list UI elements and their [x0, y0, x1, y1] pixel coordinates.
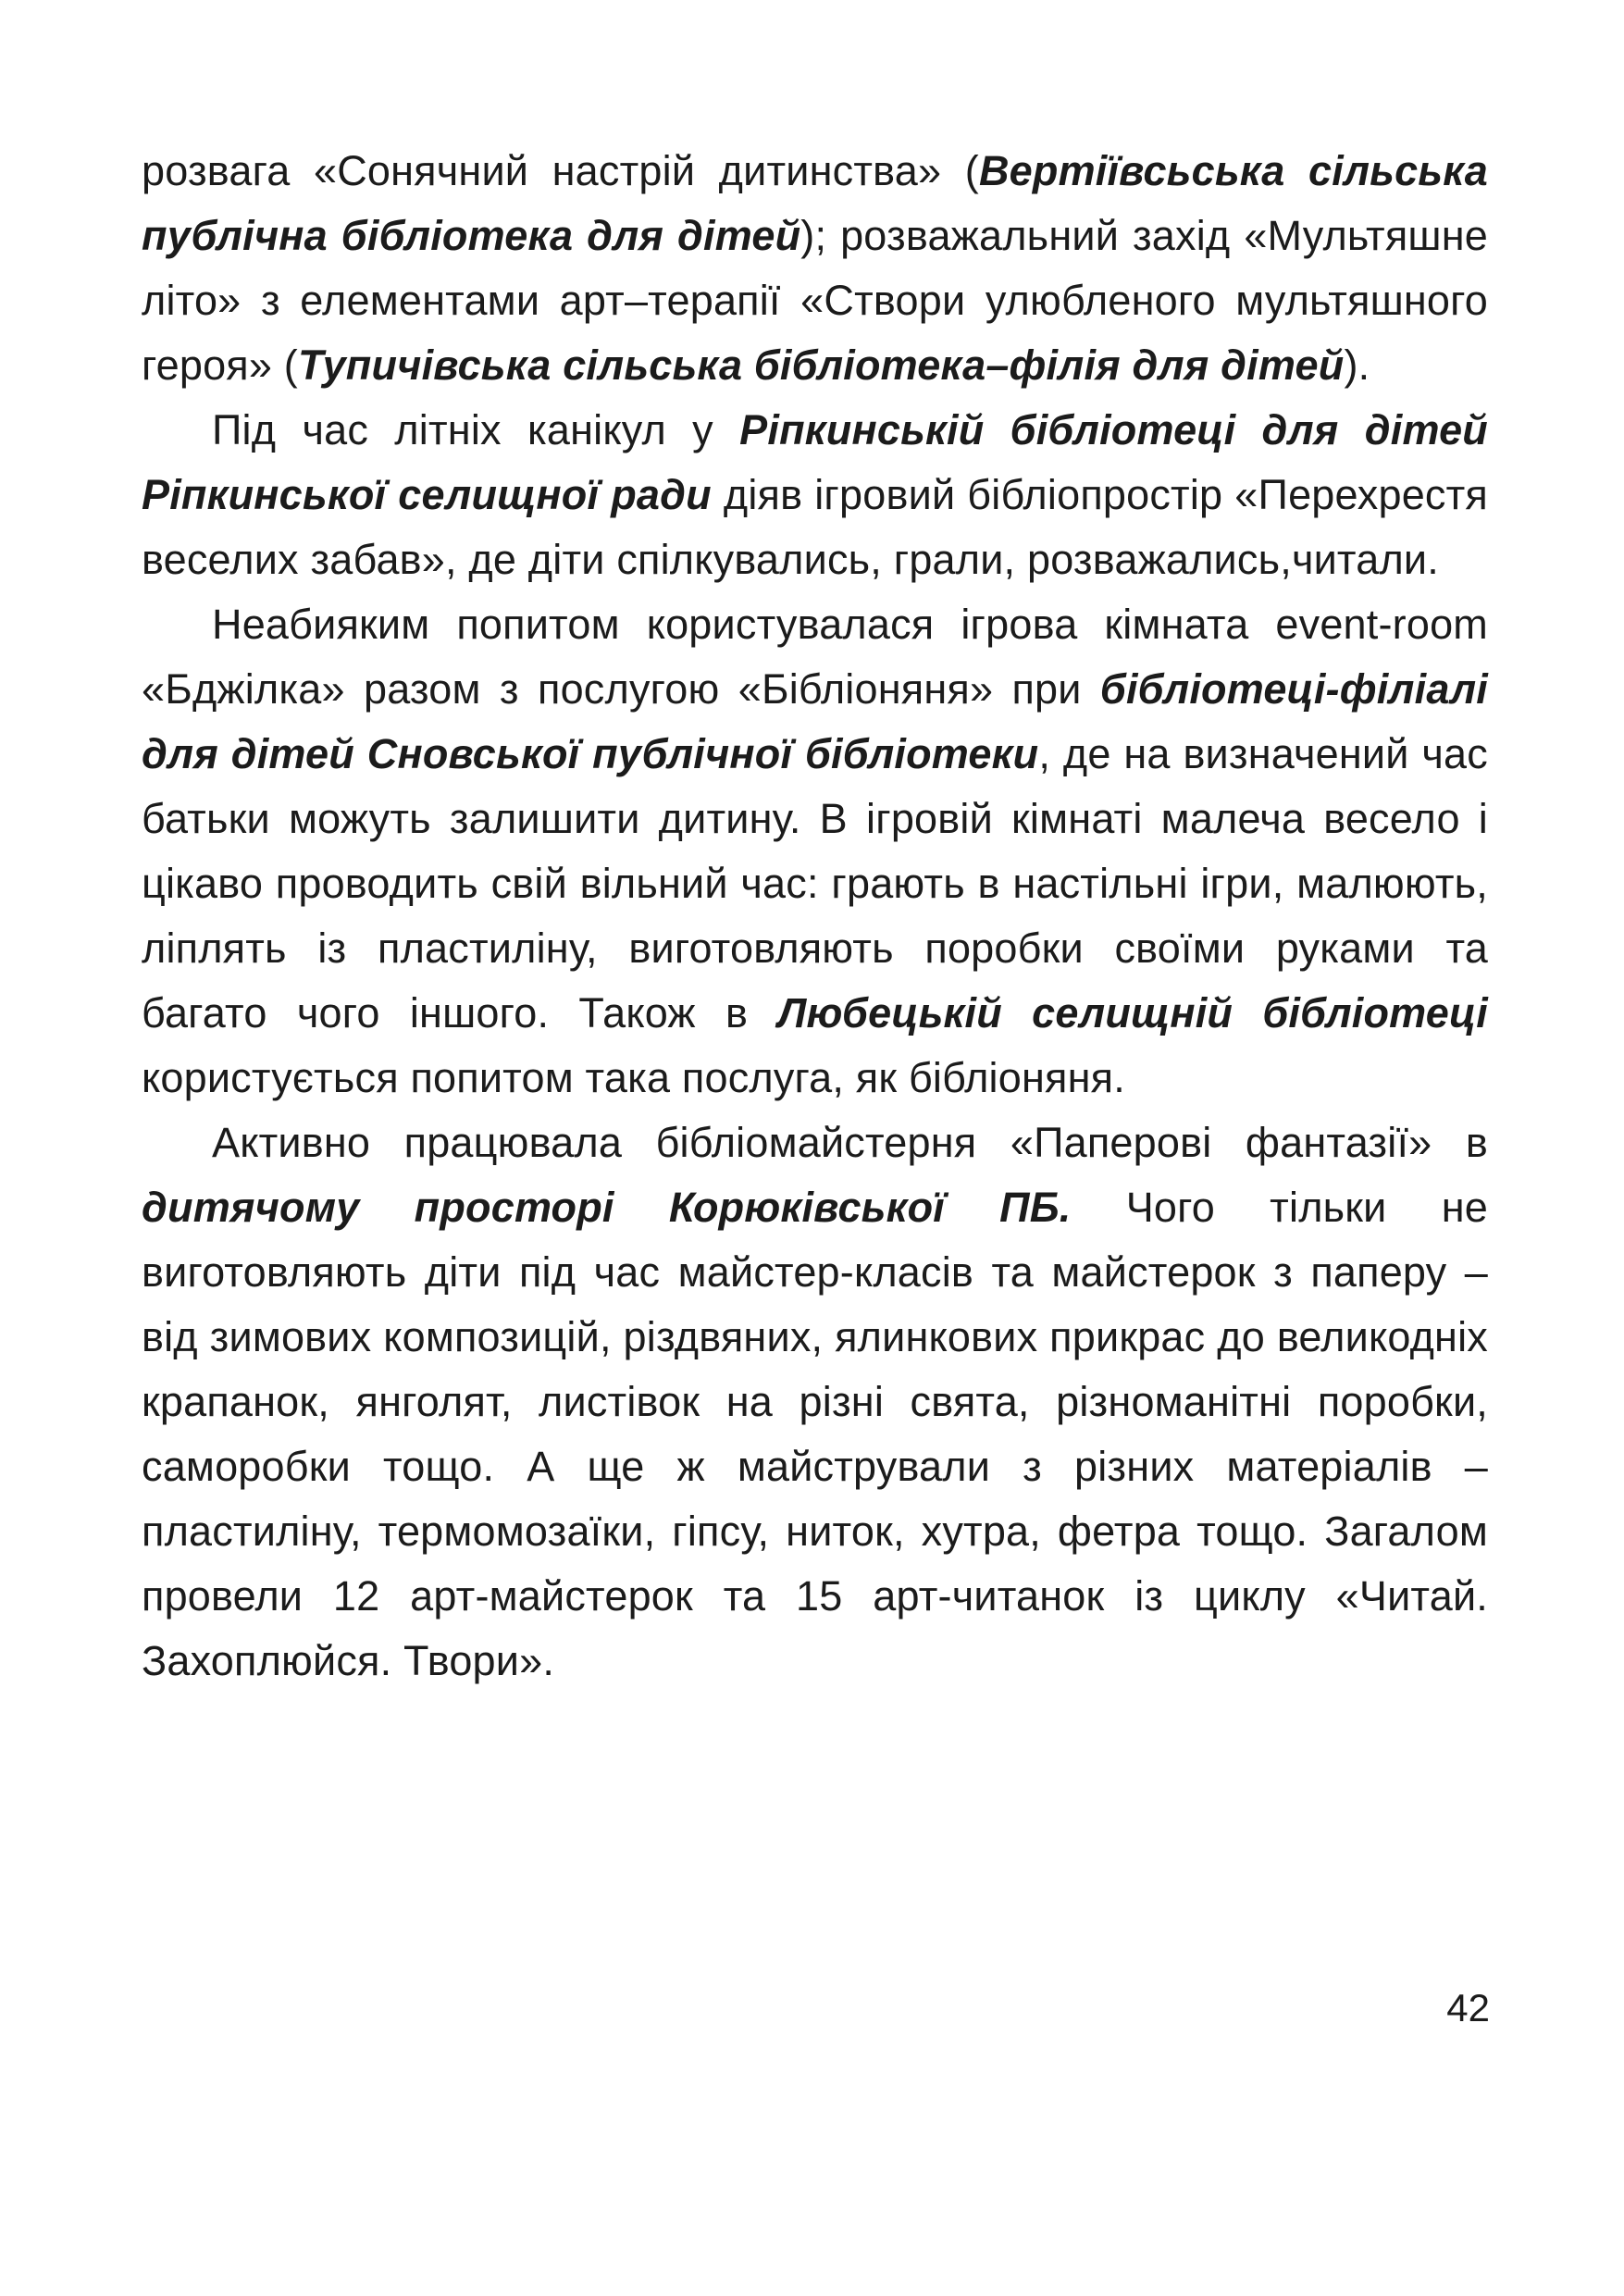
text-segment: , де на визначений час батьки можуть залишити дитину. В ігровій кімнаті малеча весело і цікаво проводить свій вільний час: грають в настільні ігри, малюють, ліплять із пластиліну, виготовляють поробки своїми руками та багато чого іншого. Також в	[142, 730, 1488, 1036]
text-segment: Чого тільки не виготовляють діти під час майстер-класів та майстерок з паперу – від зимових композицій, різдвяних, ялинкових прикрас до великодніх крапанок, янголят, листівок на різні свята, різноманітні поробки, саморобки тощо. А ще ж майстрували з різних матеріалів – пластиліну, термомозаїки, гіпсу, ниток, хутра, фетра тощо. Загалом провели 12 арт-майстерок та 15 арт-читанок із циклу «Читай. Захоплюйся. Твори».	[142, 1184, 1488, 1684]
emphasized-library-name: бібліотеці-філіалі для дітей Сновської публічної бібліотеки	[142, 665, 1488, 777]
emphasized-library-name: Любецькій селищній бібліотеці	[777, 989, 1489, 1036]
paragraph	[142, 1111, 1488, 1694]
text-segment: Під час літніх канікул у	[212, 406, 740, 453]
text-segment: розвага «Сонячний настрій дитинства» (	[142, 147, 979, 194]
text-segment: Неабияким попитом користувалася ігрова кімната event-room «Бджілка» разом з послугою «Бібліоняня» при	[142, 601, 1488, 713]
text-segment: Активно працювала бібліомайстерня «Паперові фантазії» в	[212, 1119, 1488, 1166]
text-segment: ).	[1344, 341, 1370, 389]
text-segment: користується попитом така послуга, як бібліоняня.	[142, 1054, 1125, 1101]
text-segment: діяв ігровий бібліопростір «Перехрестя веселих забав», де діти спілкувались, грали, розважались,читали.	[142, 471, 1488, 583]
document-page	[142, 139, 1488, 1694]
body-text	[142, 139, 1488, 1694]
paragraph	[142, 139, 1488, 398]
emphasized-library-name: Тупичівська сільська бібліотека–філія для дітей	[298, 341, 1345, 389]
paragraph	[142, 592, 1488, 1111]
emphasized-library-name: Вертіївсьська сільська публічна бібліотека для дітей	[142, 147, 1488, 259]
page-number: 42	[1446, 1986, 1490, 2029]
emphasized-library-name: дитячому просторі Корюківської ПБ.	[142, 1184, 1072, 1231]
text-segment: ); розважальний захід «Мультяшне літо» з елементами арт–терапії «Створи улюбленого мультяшного героя» (	[142, 212, 1488, 389]
emphasized-library-name: Ріпкинській бібліотеці для дітей Ріпкинської селищної ради	[142, 406, 1488, 518]
paragraph	[142, 398, 1488, 592]
